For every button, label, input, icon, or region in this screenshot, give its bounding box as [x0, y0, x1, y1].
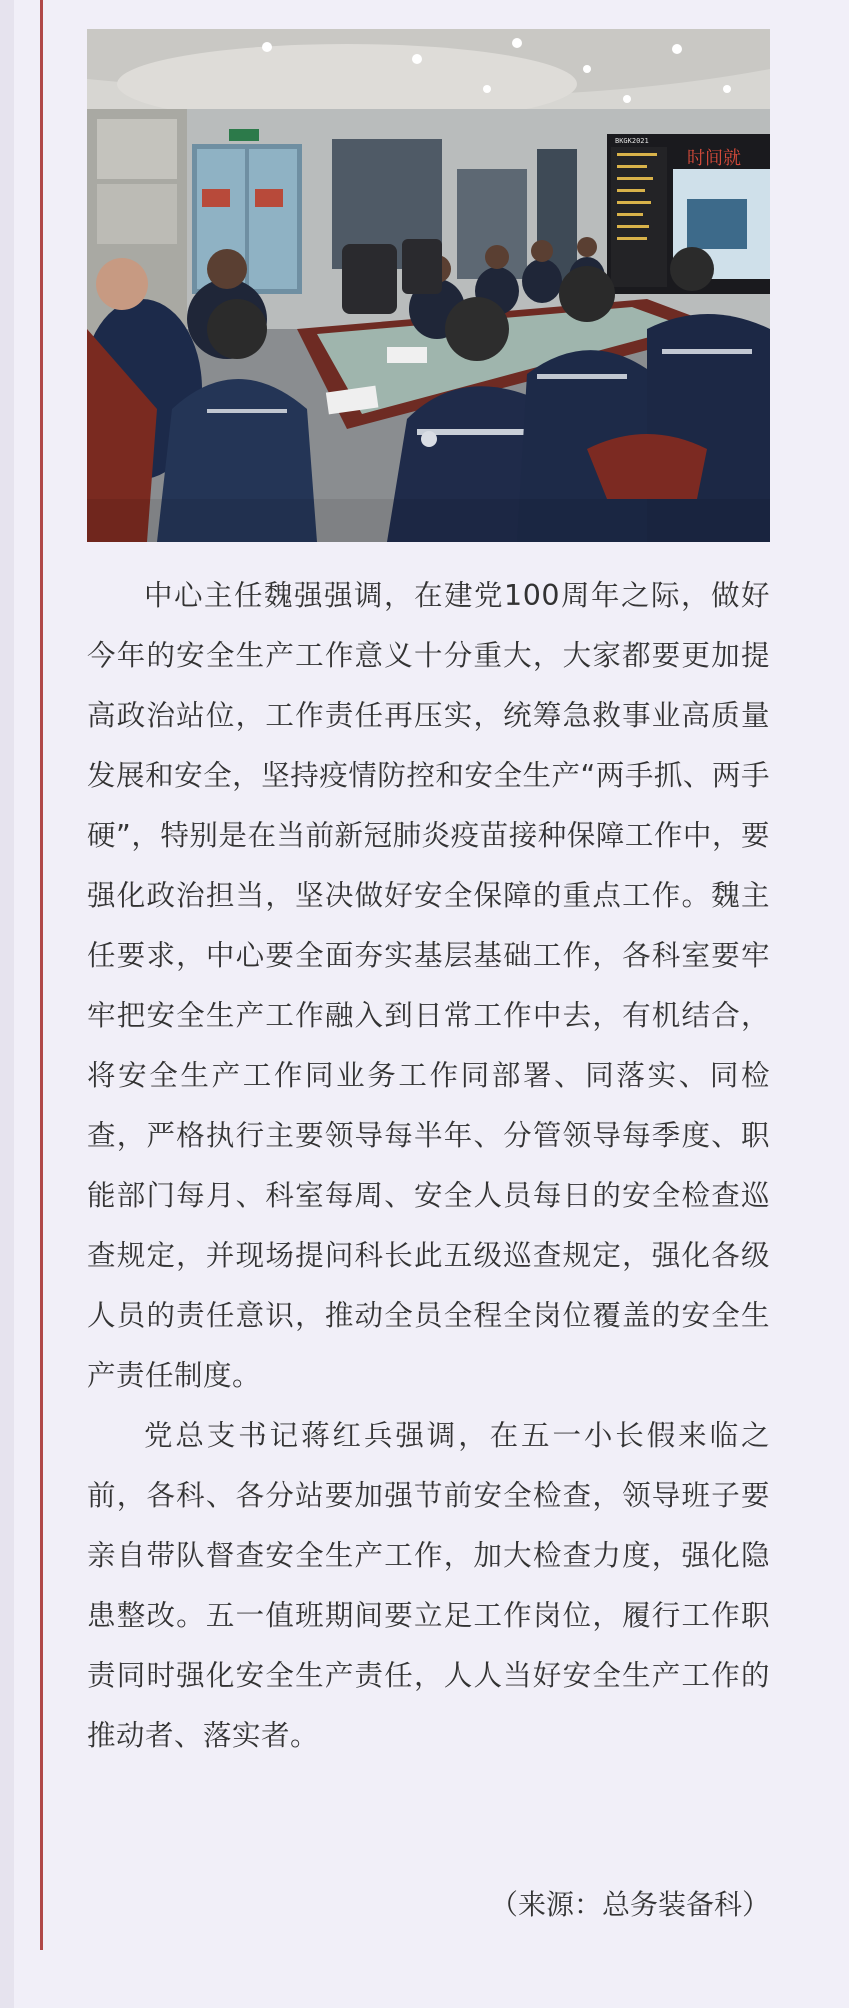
left-margin-strip: [0, 0, 14, 2008]
paragraph-2: 党总支书记蒋红兵强调，在五一小长假来临之前，各科、各分站要加强节前安全检查，领导班子要亲自带队督查安全生产工作，加大检查力度，强化隐患整改。五一值班期间要立足工作岗位，履行工作职责同时强化安全生产责任，人人当好安全生产工作的推动者、落实者。: [87, 1419, 770, 1752]
paragraph-1: 中心主任魏强强调，在建党100周年之际，做好今年的安全生产工作意义十分重大，大家都要更加提高政治站位，工作责任再压实，统筹急救事业高质量发展和安全，坚持疫情防控和安全生产“两手抓、两手硬”，特别是在当前新冠肺炎疫苗接种保障工作中，要强化政治担当，坚决做好安全保障的重点工作。魏主任要求，中心要全面夯实基层基础工作，各科室要牢牢把安全生产工作融入到日常工作中去，有机结合，将安全生产工作同业务工作同部署、同落实、同检查，严格执行主要领导每半年、分管领导每季度、职能部门每月、科室每周、安全人员每日的安全检查巡查规定，并现场提问科长此五级巡查规定，强化各级人员的责任意识，推动全员全程全岗位覆盖的安全生产责任制度。: [87, 579, 770, 1392]
source-credit: （来源：总务装备科）: [489, 1888, 770, 1921]
screen-panel-text: BKGK2021: [615, 137, 649, 145]
left-decorative-rule: [40, 0, 43, 1950]
meeting-photo: [87, 29, 770, 542]
screen-banner-text: 时间就: [687, 148, 741, 169]
article-body: [87, 566, 770, 1766]
